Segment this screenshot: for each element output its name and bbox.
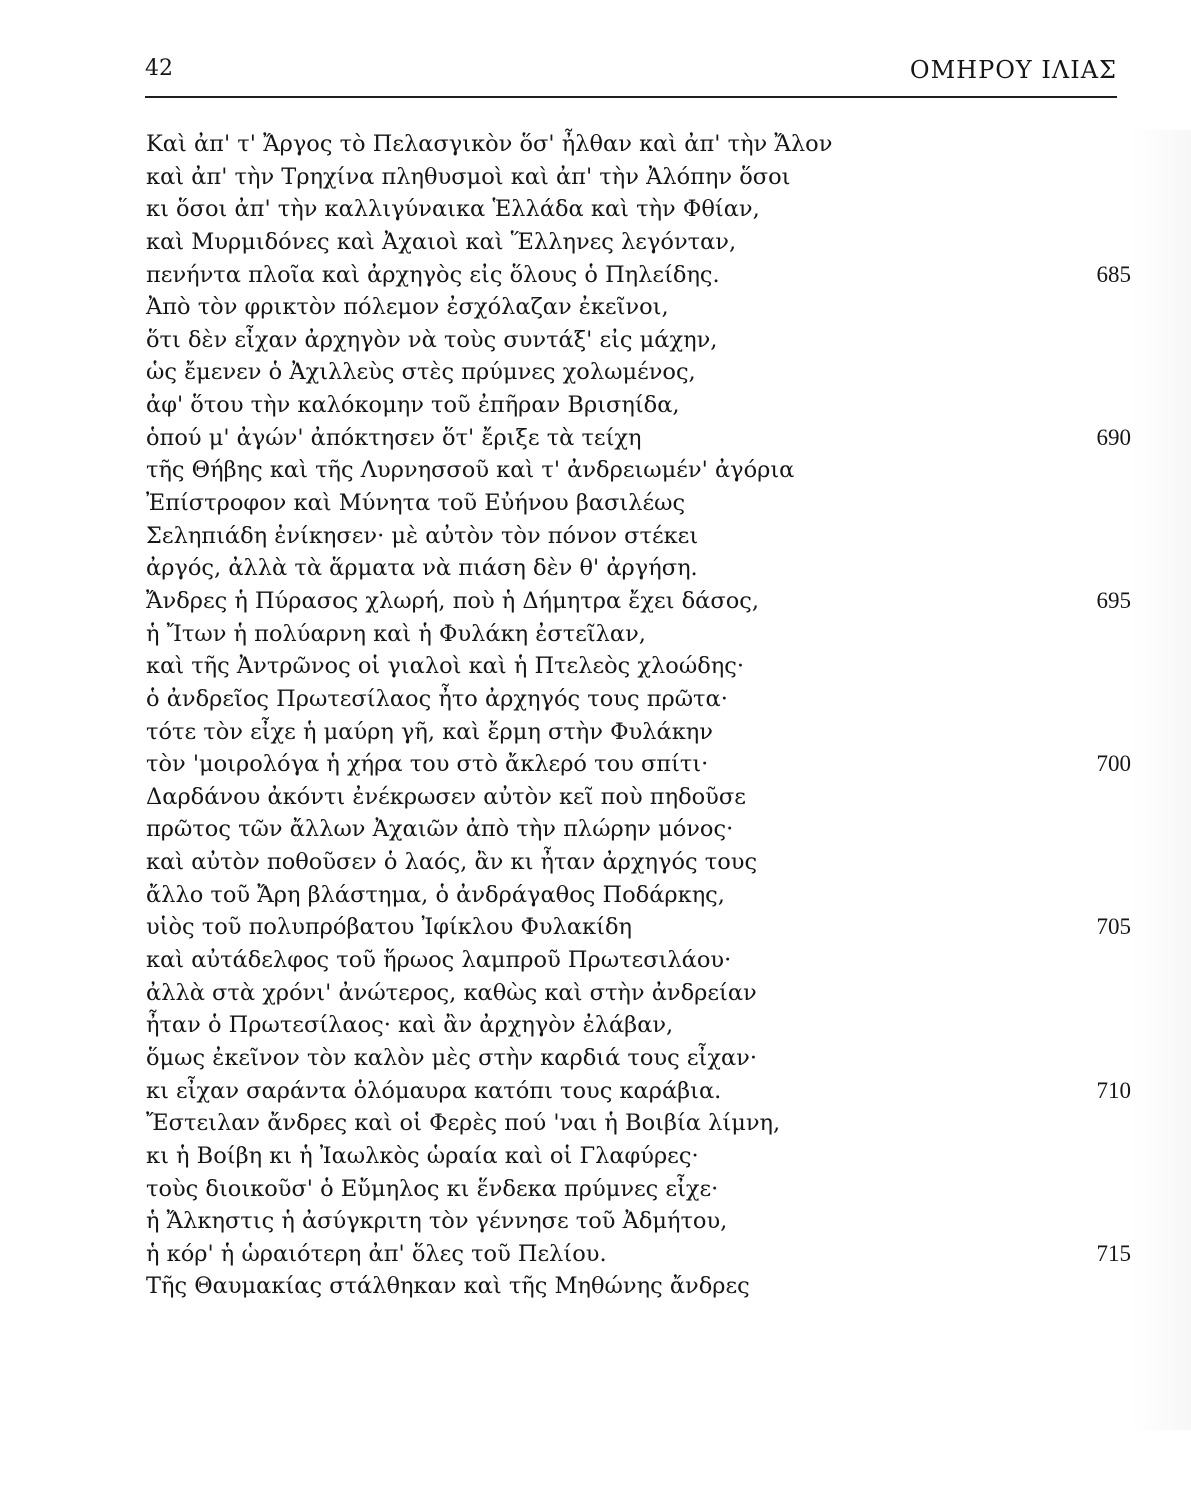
verse-line [146,520,1131,553]
line-number: 685 [1096,261,1131,287]
verse-line [146,193,1131,226]
verse-line [146,552,1131,585]
verse-text: ὅμως ἐκεῖνον τὸν καλὸν μὲς στὴν καρδιά τους εἶχαν· [146,1044,757,1071]
verse-line [146,585,1131,618]
verse-text: Ἄνδρες ἡ Πύρασος χλωρή, ποὺ ἡ Δήμητρα ἔχει δάσος, [146,587,760,614]
line-number: 700 [1096,751,1131,777]
verse-text: Δαρδάνου ἀκόντι ἐνέκρωσεν αὐτὸν κεῖ ποὺ πηδοῦσε [146,783,746,810]
verse-line [146,911,1131,944]
verse-text: καὶ ἀπ' τὴν Τρηχίνα πληθυσμοὶ καὶ ἀπ' τὴν Ἀλόπην ὅσοι [146,163,791,190]
verse-text: ἡ Ἄλκηστις ἡ ἀσύγκριτη τὸν γέννησε τοῦ Ἀδμήτου, [146,1208,728,1235]
verse-line [146,1173,1131,1206]
verse-line [146,161,1131,194]
verse-line [146,716,1131,749]
line-number: 690 [1096,424,1131,450]
verse-text: Ἔστειλαν ἄνδρες καὶ οἱ Φερὲς πού 'ναι ἡ Βοιβία λίμνη, [146,1110,781,1137]
verse-text: τῆς Θήβης καὶ τῆς Λυρνησσοῦ καὶ τ' ἀνδρειωμέν' ἀγόρια [146,457,795,484]
verse-text: κι εἶχαν σαράντα ὁλόμαυρα κατόπι τους καράβια. [146,1077,722,1104]
verse-line [146,977,1131,1010]
verse-line [146,1205,1131,1238]
verse-text: πενήντα πλοῖα καὶ ἀρχηγὸς εἰς ὅλους ὁ Πηλείδης. [146,261,720,288]
verse-line [146,813,1131,846]
verse-text: κι ἡ Βοίβη κι ἡ Ἰαωλκὸς ὡραία καὶ οἱ Γλαφύρες· [146,1142,699,1169]
verse-text: πρῶτος τῶν ἄλλων Ἀχαιῶν ἀπὸ τὴν πλώρην μόνος· [146,816,734,843]
verse-text: Καὶ ἀπ' τ' Ἄργος τὸ Πελασγικὸν ὅσ' ἦλθαν καὶ ἀπ' τὴν Ἄλον [146,131,833,157]
verse-line [146,1140,1131,1173]
verse-text: τοὺς διοικοῦσ' ὁ Εὔμηλος κι ἕνδεκα πρύμνες εἶχε· [146,1175,719,1202]
line-number: 710 [1096,1077,1131,1103]
verse-text: κι ὅσοι ἀπ' τὴν καλλιγύναικα Ἑλλάδα καὶ τὴν Φθίαν, [146,196,760,223]
verse-text: καὶ τῆς Ἀντρῶνος οἱ γιαλοὶ καὶ ἡ Πτελεὸς χλοώδης· [146,653,744,680]
verse-line [146,944,1131,977]
verse-text: καὶ Μυρμιδόνες καὶ Ἀχαιοὶ καὶ Ἕλληνες λεγόνταν, [146,228,737,255]
verse-text: υἱὸς τοῦ πολυπρόβατου Ἰφίκλου Φυλακίδη [146,914,632,941]
verse-text: τότε τὸν εἶχε ἡ μαύρη γῆ, καὶ ἔρμη στὴν Φυλάκην [146,718,713,745]
verse-line [146,422,1131,455]
running-title: ΟΜΗΡΟΥ ΙΛΙΑΣ [909,56,1117,84]
verse-line [146,1009,1131,1042]
verse-line [146,128,1131,161]
verse-text: ἡ Ἴτων ἡ πολύαρνη καὶ ἡ Φυλάκη ἐστεῖλαν, [146,620,646,647]
verse-text: ἦταν ὁ Πρωτεσίλαος· καὶ ἂν ἀρχηγὸν ἐλάβαν, [146,1012,674,1039]
verse-line [146,259,1131,292]
verse-line [146,748,1131,781]
verse-line [146,846,1131,879]
verse-text: Σεληπιάδη ἐνίκησεν· μὲ αὐτὸν τὸν πόνον στέκει [146,522,699,549]
verse-line [146,1042,1131,1075]
verse-text: καὶ αὐτάδελφος τοῦ ἥρωος λαμπροῦ Πρωτεσιλάου· [146,947,732,974]
page-edge-shadow [1131,130,1191,1430]
line-number: 705 [1096,914,1131,940]
verse-text: ἄλλο τοῦ Ἄρη βλάστημα, ὁ ἀνδράγαθος Ποδάρκης, [146,881,725,908]
verse-line [146,324,1131,357]
verse-line [146,226,1131,259]
verse-text: ἀργός, ἀλλὰ τὰ ἅρματα νὰ πιάση δὲν θ' ἀργήση. [146,555,698,582]
page-header [145,56,1117,92]
page-number: 42 [145,56,173,81]
verse-line [146,356,1131,389]
verse-line [146,389,1131,422]
verse-text: ὁ ἀνδρεῖος Πρωτεσίλαος ἦτο ἀρχηγός τους πρῶτα· [146,685,728,712]
verse-line [146,683,1131,716]
verse-line [146,454,1131,487]
line-number: 695 [1096,587,1131,613]
verse-line [146,879,1131,912]
verse-line [146,1238,1131,1271]
verse-line [146,1270,1131,1303]
verse-line [146,1107,1131,1140]
verse-block [146,128,1131,1303]
verse-text: Ἐπίστροφον καὶ Μύνητα τοῦ Εὐήνου βασιλέως [146,490,686,517]
verse-text: ὡς ἔμενεν ὁ Ἀχιλλεὺς στὲς πρύμνες χολωμένος, [146,359,696,386]
verse-line [146,650,1131,683]
verse-text: ὅτι δὲν εἶχαν ἀρχηγὸν νὰ τοὺς συντάξ' εἰς μάχην, [146,326,718,353]
verse-text: ἡ κόρ' ἡ ὡραιότερη ἀπ' ὅλες τοῦ Πελίου. [146,1240,607,1267]
verse-line [146,291,1131,324]
verse-text: ἀλλὰ στὰ χρόνι' ἀνώτερος, καθὼς καὶ στὴν ἀνδρείαν [146,979,757,1006]
verse-line [146,781,1131,814]
verse-text: τὸν 'μοιρολόγα ἡ χήρα του στὸ ἄκλερό του σπίτι· [146,751,709,778]
verse-line [146,487,1131,520]
verse-text: Τῆς Θαυμακίας στάλθηκαν καὶ τῆς Μηθώνης ἄνδρες [146,1273,750,1300]
header-rule [145,96,1117,98]
line-number: 715 [1096,1240,1131,1266]
verse-text: ὁπού μ' ἀγών' ἀπόκτησεν ὅτ' ἔριξε τὰ τείχη [146,424,642,451]
verse-text: ἀφ' ὅτου τὴν καλόκομην τοῦ ἐπῆραν Βρισηίδα, [146,392,680,419]
verse-line [146,618,1131,651]
verse-text: Ἀπὸ τὸν φρικτὸν πόλεμον ἐσχόλαζαν ἐκεῖνοι, [146,294,669,321]
verse-text: καὶ αὐτὸν ποθοῦσεν ὁ λαός, ἂν κι ἦταν ἀρχηγός τους [146,849,758,876]
verse-line [146,1075,1131,1108]
